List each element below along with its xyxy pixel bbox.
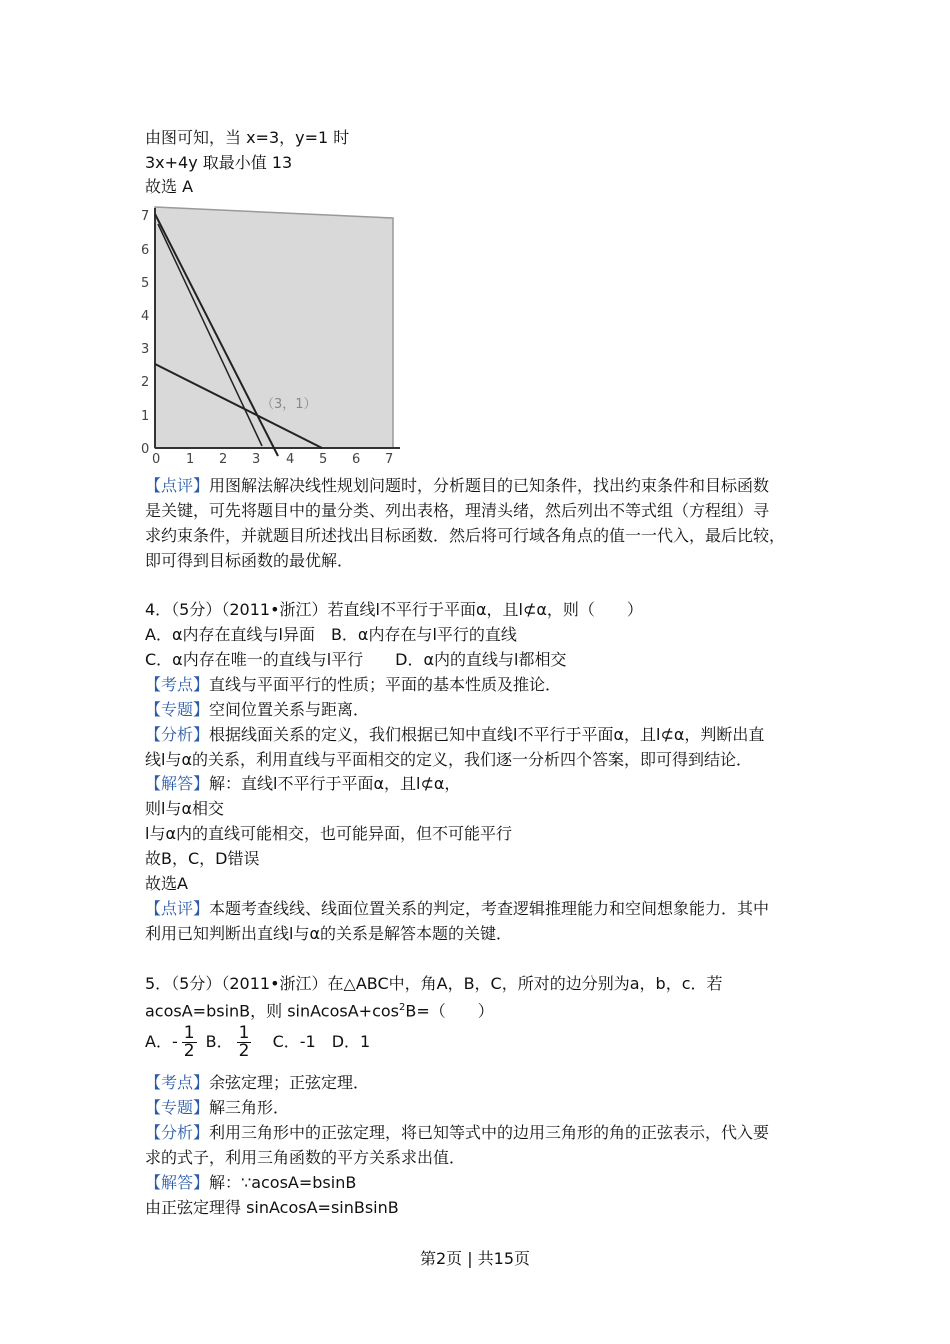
y-tick-label: 5 [141, 276, 150, 291]
analysis-tag: 【分析】 [145, 725, 210, 744]
x-tick-label: 1 [186, 452, 195, 465]
x-tick-label: 7 [385, 452, 394, 465]
kaodian-line [145, 675, 561, 695]
y-tick-label: 1 [141, 409, 150, 424]
question-stem: 5．（5分）（2011•浙江）在△ABC中，角A，B，C，所对的边分别为a，b，c．若 [145, 974, 723, 993]
answer-text: 解：∵acosA=bsinB [209, 1173, 357, 1192]
analysis-text: 根据线面关系的定义，我们根据已知中直线l不平行于平面α，且l⊄α，判断出直 [209, 725, 765, 744]
zhuanti-tag: 【专题】 [145, 700, 210, 719]
y-tick-label: 2 [141, 375, 150, 390]
review-line [145, 476, 769, 496]
review-tag: 【点评】 [145, 476, 210, 495]
analysis-tag: 【分析】 [145, 1123, 210, 1142]
answer-line: 故B，C，D错误 [145, 849, 260, 868]
solution-line: 故选 A [145, 177, 194, 196]
analysis-line: 求的式子，利用三角函数的平方关系求出值． [145, 1148, 466, 1167]
zhuanti-tag: 【专题】 [145, 1098, 210, 1117]
fraction [182, 1025, 197, 1060]
feasible-region-graph [138, 200, 408, 465]
kaodian-tag: 【考点】 [145, 675, 210, 694]
kaodian-text: 余弦定理；正弦定理． [209, 1073, 370, 1092]
page-footer: 第2页 | 共15页 [419, 1249, 531, 1268]
solution-line: 由图可知，当 x=3，y=1 时 [145, 128, 350, 147]
analysis-text: 利用三角形中的正弦定理，将已知等式中的边用三角形的角的正弦表示，代入要 [209, 1123, 770, 1142]
y-tick-label: 3 [141, 342, 150, 357]
solution-line: 3x+4y 取最小值 13 [145, 153, 293, 172]
fraction [237, 1025, 252, 1060]
fraction-numerator: 1 [183, 1023, 195, 1043]
analysis-line [145, 1123, 769, 1143]
point-label: （3，1） [261, 397, 317, 412]
answer-line: l与α内的直线可能相交，也可能异面，但不可能平行 [145, 824, 512, 843]
kaodian-line [145, 1073, 369, 1093]
stem-text: B=（ ） [405, 1001, 494, 1021]
zhuanti-line [145, 700, 369, 720]
review-line: 即可得到目标函数的最优解． [145, 551, 354, 570]
review-line: 利用已知判断出直线l与α的关系是解答本题的关键． [145, 924, 512, 943]
zhuanti-text: 解三角形． [209, 1098, 290, 1117]
x-tick-label: 3 [252, 452, 261, 465]
review-line [145, 899, 769, 919]
review-line: 是关键，可先将题目中的量分类、列出表格，理清头绪，然后列出不等式组（方程组）寻 [145, 501, 770, 520]
stem-text: acosA=bsinB，则 sinAcosA+cos [145, 1001, 400, 1021]
review-text: 用图解法解决线性规划问题时，分析题目的已知条件，找出约束条件和目标函数 [209, 476, 770, 495]
y-tick-label: 0 [141, 442, 150, 457]
y-tick-label: 7 [141, 209, 150, 224]
answer-line: 故选A [145, 874, 188, 893]
fraction-denominator: 2 [238, 1041, 250, 1061]
analysis-line [145, 725, 764, 745]
fraction-numerator: 1 [238, 1023, 250, 1043]
review-line: 求约束条件，并就题目所述找出目标函数．然后将可行域各角点的值一一代入，最后比较， [145, 526, 786, 545]
answer-tag: 【解答】 [145, 1173, 210, 1192]
superscript: 2 [399, 1002, 406, 1013]
answer-line [145, 1173, 356, 1193]
answer-text: 解：直线l不平行于平面α，且l⊄α， [209, 774, 461, 793]
y-tick-label: 6 [141, 243, 150, 258]
zhuanti-text: 空间位置关系与距离． [209, 700, 370, 719]
review-tag: 【点评】 [145, 899, 210, 918]
kaodian-text: 直线与平面平行的性质；平面的基本性质及推论． [209, 675, 562, 694]
answer-options: A．α内存在直线与l异面 B．α内存在与l平行的直线 [145, 625, 517, 644]
answer-line: 则l与α相交 [145, 799, 224, 818]
y-tick-label: 4 [141, 309, 150, 324]
question-stem: 4．（5分）（2011•浙江）若直线l不平行于平面α，且l⊄α，则（ ） [145, 600, 643, 619]
answer-line: 由正弦定理得 sinAcosA=sinBsinB [145, 1198, 399, 1217]
x-tick-label: 5 [319, 452, 328, 465]
fraction-denominator: 2 [183, 1041, 195, 1061]
option-b-label: B． [205, 1032, 233, 1051]
question-stem [145, 998, 494, 1021]
review-text: 本题考查线线、线面位置关系的判定，考查逻辑推理能力和空间想象能力．其中 [209, 899, 770, 918]
x-tick-label: 4 [286, 452, 295, 465]
zhuanti-line [145, 1098, 289, 1118]
option-a-label: A．- [145, 1032, 178, 1051]
answer-options [145, 1024, 370, 1060]
answer-line [145, 774, 460, 794]
kaodian-tag: 【考点】 [145, 1073, 210, 1092]
answer-options: C．α内存在唯一的直线与l平行 D．α内的直线与l都相交 [145, 650, 567, 669]
x-tick-label: 6 [352, 452, 361, 465]
x-tick-label: 2 [219, 452, 228, 465]
options-cd: C．-1 D．1 [272, 1032, 371, 1051]
x-tick-label: 0 [152, 452, 161, 465]
analysis-line: 线l与α的关系，利用直线与平面相交的定义，我们逐一分析四个答案，即可得到结论． [145, 750, 752, 769]
answer-tag: 【解答】 [145, 774, 210, 793]
